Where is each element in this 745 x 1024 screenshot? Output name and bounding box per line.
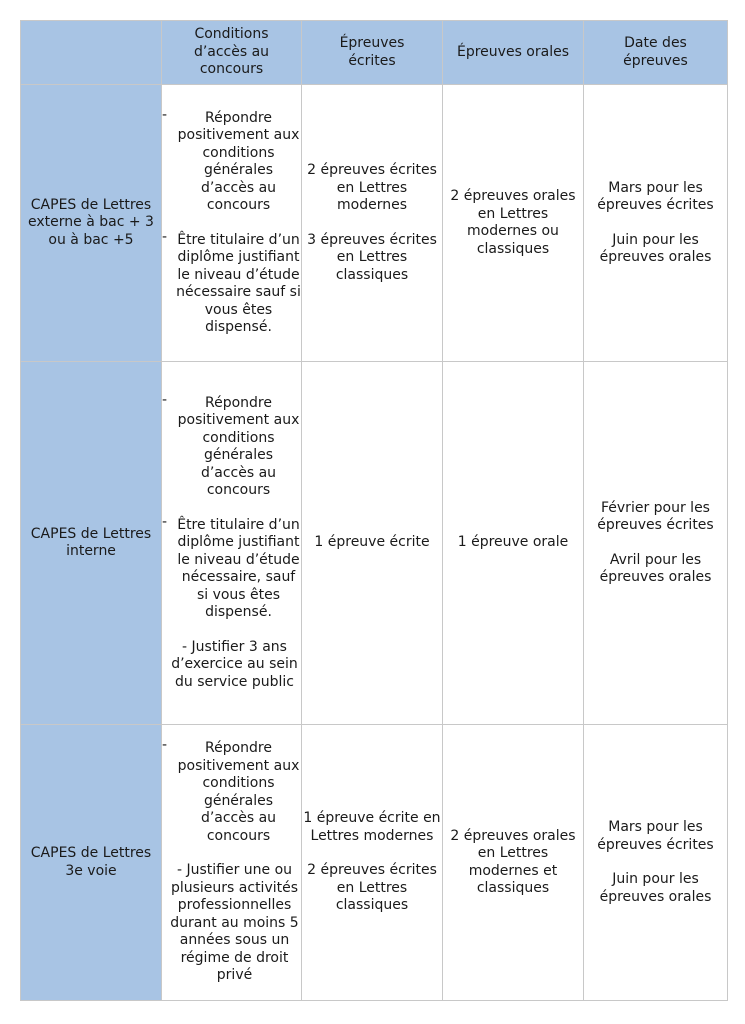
orales-text: 1 épreuve orale	[457, 534, 569, 551]
dates-text: Mars pour les épreuves écrites	[597, 179, 714, 213]
header-orales: Épreuves orales	[443, 21, 584, 85]
dates-cell	[584, 362, 728, 725]
dates-text: Juin pour les épreuves orales	[599, 871, 712, 905]
ecrites-cell	[302, 725, 443, 1001]
dates-text: Juin pour les épreuves orales	[599, 231, 712, 265]
condition-item: - Répondre positivement aux conditions générales d’accès au concours	[162, 106, 300, 213]
condition-item: - Être titulaire d’un diplôme justifiant le niveau d’étude nécessaire sauf si vous êtes dispensé.	[162, 228, 301, 335]
table-row	[21, 725, 728, 1001]
conditions-cell	[162, 85, 302, 362]
dates-text: Mars pour les épreuves écrites	[597, 819, 714, 853]
orales-cell	[443, 725, 584, 1001]
orales-text: 2 épreuves orales en Lettres modernes et classiques	[450, 827, 576, 896]
orales-text: 2 épreuves orales en Lettres modernes ou classiques	[450, 188, 576, 257]
orales-cell	[443, 85, 584, 362]
row-label-interne: CAPES de Lettres interne	[21, 362, 162, 725]
row-label-externe: CAPES de Lettres externe à bac + 3 ou à bac +5	[21, 85, 162, 362]
ecrites-text: 1 épreuve écrite	[314, 534, 430, 551]
condition-item: - Justifier une ou plusieurs activités professionnelles durant au moins 5 années sous un régime de droit privé	[170, 862, 299, 984]
dates-cell	[584, 85, 728, 362]
conditions-cell	[162, 725, 302, 1001]
ecrites-text: 2 épreuves écrites en Lettres modernes	[307, 162, 437, 213]
table-row	[21, 85, 728, 362]
header-dates: Date des épreuves	[584, 21, 728, 85]
capes-table	[20, 20, 728, 1001]
condition-item: - Répondre positivement aux conditions générales d’accès au concours	[162, 737, 300, 844]
ecrites-text: 1 épreuve écrite en Lettres modernes	[303, 810, 441, 844]
condition-item: - Justifier 3 ans d’exercice au sein du service public	[171, 638, 298, 690]
conditions-cell	[162, 362, 302, 725]
ecrites-text: 3 épreuves écrites en Lettres classiques	[307, 231, 437, 283]
condition-item: - Répondre positivement aux conditions générales d’accès au concours	[162, 391, 300, 499]
ecrites-text: 2 épreuves écrites en Lettres classiques	[307, 862, 437, 914]
table-row	[21, 362, 728, 725]
corner-cell	[21, 21, 162, 85]
dates-text: Avril pour les épreuves orales	[599, 551, 712, 585]
header-conditions: Conditions d’accès au concours	[162, 21, 302, 85]
row-label-3e-voie: CAPES de Lettres 3e voie	[21, 725, 162, 1001]
dates-cell	[584, 725, 728, 1001]
header-ecrites: Épreuves écrites	[302, 21, 443, 85]
ecrites-cell	[302, 362, 443, 725]
header-row	[21, 21, 728, 85]
orales-cell	[443, 362, 584, 725]
ecrites-cell	[302, 85, 443, 362]
condition-item: - Être titulaire d’un diplôme justifiant le niveau d’étude nécessaire, sauf si vous êtes dispensé.	[162, 513, 300, 621]
dates-text: Février pour les épreuves écrites	[597, 499, 714, 533]
